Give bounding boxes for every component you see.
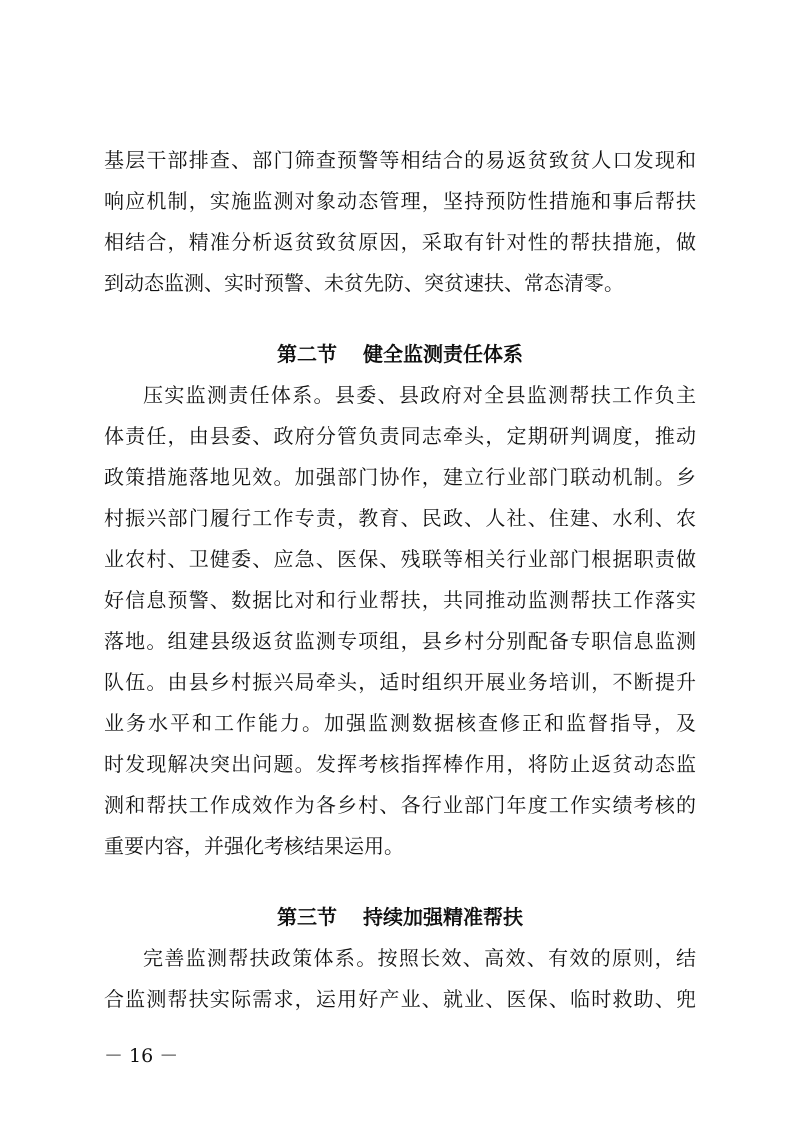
section2-line-4: 村振兴部门履行工作专责，教育、民政、人社、住建、水利、农	[104, 506, 696, 530]
paragraph1-line-1: 基层干部排查、部门筛查预警等相结合的易返贫致贫人口发现和	[104, 148, 696, 172]
section2-line-6: 好信息预警、数据比对和行业帮扶，共同推动监测帮扶工作落实	[104, 588, 696, 612]
section2-number: 第二节	[277, 342, 337, 366]
section2-heading	[104, 340, 696, 368]
section2-line-10: 时发现解决突出问题。发挥考核指挥棒作用，将防止返贫动态监	[104, 752, 696, 776]
page-number: － 16 －	[104, 1045, 179, 1067]
section2-title: 健全监测责任体系	[363, 342, 523, 366]
section3-line-1: 完善监测帮扶政策体系。按照长效、高效、有效的原则，结	[143, 946, 696, 970]
section2-line-5: 业农村、卫健委、应急、医保、残联等相关行业部门根据职责做	[104, 547, 696, 571]
section2-line-2: 体责任，由县委、政府分管负责同志牵头，定期研判调度，推动	[104, 424, 696, 448]
section2-line-7: 落地。组建县级返贫监测专项组，县乡村分别配备专职信息监测	[104, 629, 696, 653]
section2-line-1: 压实监测责任体系。县委、县政府对全县监测帮扶工作负主	[143, 383, 696, 407]
paragraph1-line-4: 到动态监测、实时预警、未贫先防、突贫速扶、常态清零。	[104, 271, 624, 295]
section2-line-12: 重要内容，并强化考核结果运用。	[104, 834, 404, 858]
section2-line-11: 测和帮扶工作成效作为各乡村、各行业部门年度工作实绩考核的	[104, 793, 696, 817]
section2-line-3: 政策措施落地见效。加强部门协作，建立行业部门联动机制。乡	[104, 465, 696, 489]
section3-title: 持续加强精准帮扶	[363, 905, 523, 929]
section3-number: 第三节	[277, 905, 337, 929]
paragraph1-line-2: 响应机制，实施监测对象动态管理，坚持预防性措施和事后帮扶	[104, 189, 696, 213]
paragraph1-line-3: 相结合，精准分析返贫致贫原因，采取有针对性的帮扶措施，做	[104, 230, 696, 254]
section2-line-8: 队伍。由县乡村振兴局牵头，适时组织开展业务培训，不断提升	[104, 670, 696, 694]
section3-line-2: 合监测帮扶实际需求，运用好产业、就业、医保、临时救助、兜	[104, 987, 696, 1011]
section3-heading	[104, 903, 696, 931]
section2-line-9: 业务水平和工作能力。加强监测数据核查修正和监督指导，及	[104, 711, 696, 735]
